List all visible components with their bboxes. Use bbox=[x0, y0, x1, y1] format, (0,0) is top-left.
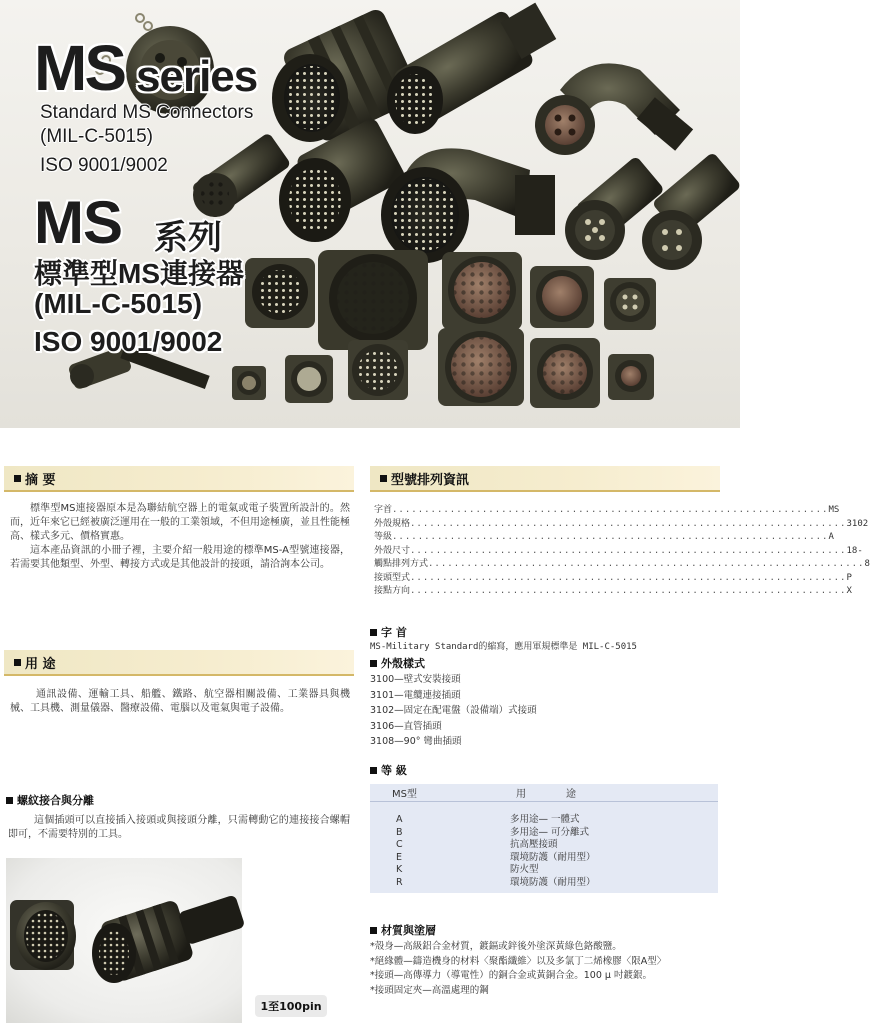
material-list bbox=[370, 940, 720, 998]
thread-text: 這個插頭可以直接插入接頭或與接頭分離，只需轉動它的連接接合螺帽即可，不需要特別的工具。 bbox=[8, 815, 350, 840]
square-bullet-icon bbox=[370, 629, 377, 636]
square-bullet-icon bbox=[370, 927, 377, 934]
square-bullet-icon bbox=[380, 475, 387, 482]
hero-title-ms: MS bbox=[34, 32, 124, 104]
hero-title-ms-zh: MS bbox=[34, 189, 122, 256]
table-row: A 多用途— 一體式 bbox=[396, 814, 580, 825]
usage-heading: 用 途 bbox=[4, 650, 354, 676]
square-bullet-icon bbox=[370, 767, 377, 774]
grade-col-ms: MS型 bbox=[392, 789, 417, 800]
model-spec-row: 接點方向 .................................................................... X bbox=[374, 586, 852, 596]
grade-col-use: 用 途 bbox=[516, 789, 576, 800]
material-item: *絕緣體—鑄造機身的材料〈聚酯纖維〉以及多氯丁二烯橡膠〈限A型〉 bbox=[370, 955, 667, 967]
model-spec-row: 觸點排列方式 .................................................................... 8 bbox=[374, 559, 870, 569]
summary-paragraph-2: 這本產品資訊的小冊子裡，主要介紹一般用途的標準MS-A型號連接器，若需要其他類型、外型、轉接方式或是其他設計的接頭，請洽詢本公司。 bbox=[10, 545, 350, 570]
material-item: *接頭—高傳導力（導電性）的銅合金或黃銅合金。100 μ 吋鍍銀。 bbox=[370, 970, 652, 981]
connector-pair-illustration bbox=[6, 858, 242, 1023]
usage-section bbox=[4, 650, 354, 716]
grade-table-body bbox=[370, 802, 718, 893]
material-heading: 材質與塗層 bbox=[370, 922, 720, 938]
model-spec-row: 接頭型式 .................................................................... P bbox=[374, 572, 852, 583]
usage-text: 通訊設備、運輸工具、船艦、鐵路、航空器相關設備、工業器具與機械、工具機、測量儀器、醫療設備、電腦以及電氣與電子設備。 bbox=[10, 689, 350, 714]
model-spec-row: 外殼規格 .................................................................... 3102 bbox=[374, 518, 869, 529]
hero-subtitle-en: Standard MS Connectors bbox=[40, 102, 254, 123]
thread-section bbox=[4, 792, 354, 842]
shell-list bbox=[370, 672, 720, 750]
summary-section bbox=[4, 466, 354, 572]
hero-banner bbox=[0, 0, 740, 428]
hero-title-series: series bbox=[136, 52, 258, 101]
material-item: *殼身—高級鋁合金材質，鍍鎘或鋅後外塗深黃綠色鉻酸鹽。 bbox=[370, 941, 622, 952]
model-spec-row: 等級 .................................................................... A bbox=[374, 532, 834, 542]
grade-table-header bbox=[370, 784, 718, 802]
prefix-heading: 字 首 bbox=[370, 624, 720, 640]
shell-item: 3100—壁式安裝接頭 bbox=[370, 674, 461, 685]
prefix-section bbox=[370, 624, 720, 750]
shell-heading: 外殼樣式 bbox=[370, 655, 720, 671]
material-item: *接頭固定夾—高溫處理的鋼 bbox=[370, 984, 489, 996]
hero-spec-zh: (MIL-C-5015) bbox=[34, 288, 203, 319]
summary-heading: 摘 要 bbox=[4, 466, 354, 492]
hero-title-xilie: 系列 bbox=[154, 218, 222, 258]
square-bullet-icon bbox=[6, 797, 13, 804]
table-row: R 環境防護（耐用型） bbox=[396, 876, 596, 888]
square-bullet-icon bbox=[14, 475, 21, 482]
material-section bbox=[370, 922, 720, 998]
model-spec-list bbox=[370, 504, 870, 599]
square-bullet-icon bbox=[14, 659, 21, 666]
model-section bbox=[370, 466, 870, 599]
model-spec-row: 字首 .................................................................... MS bbox=[374, 505, 840, 515]
shell-item: 3108—90° 彎曲插頭 bbox=[370, 736, 462, 747]
grade-section bbox=[370, 762, 720, 893]
table-row: K 防火型 bbox=[396, 864, 539, 875]
shell-item: 3101—電纜連接插頭 bbox=[370, 689, 461, 701]
shell-item: 3102—固定在配電盤（設備端）式接頭 bbox=[370, 705, 537, 716]
summary-paragraph-1: 標準型MS連接器原本是為聯結航空器上的電氣或電子裝置所設計的。然而，近年來它已經被廣泛運用在一般的工業領域，不但用途極廣，並且性能極高、樣式多元、價格實惠。 bbox=[10, 503, 350, 542]
connector-pair-photo bbox=[6, 858, 242, 1023]
hero-spec-en: (MIL-C-5015) bbox=[40, 126, 153, 147]
model-heading: 型號排列資訊 bbox=[370, 466, 720, 492]
table-row: C 抗高壓接頭 bbox=[396, 839, 558, 850]
grade-table bbox=[370, 784, 718, 893]
hero-subtitle-zh: 標準型MS連接器 bbox=[34, 258, 245, 289]
hero-iso-zh: ISO 9001/9002 bbox=[34, 326, 223, 357]
pin-range-label: 1至100pin bbox=[255, 995, 327, 1017]
hero-iso-en: ISO 9001/9002 bbox=[40, 155, 168, 176]
thread-heading: 螺紋接合與分離 bbox=[4, 792, 354, 808]
prefix-text: MS-Military Standard的縮寫，應用軍規標準是 MIL-C-5015 bbox=[370, 642, 637, 652]
grade-heading: 等 級 bbox=[370, 762, 720, 778]
table-row: E 環境防護（耐用型） bbox=[396, 851, 596, 863]
square-bullet-icon bbox=[370, 660, 377, 667]
model-spec-row: 外殼尺寸 .................................................................... 18- bbox=[374, 545, 863, 556]
table-row: B 多用途— 可分離式 bbox=[396, 826, 590, 838]
shell-item: 3106—直管插頭 bbox=[370, 720, 442, 732]
